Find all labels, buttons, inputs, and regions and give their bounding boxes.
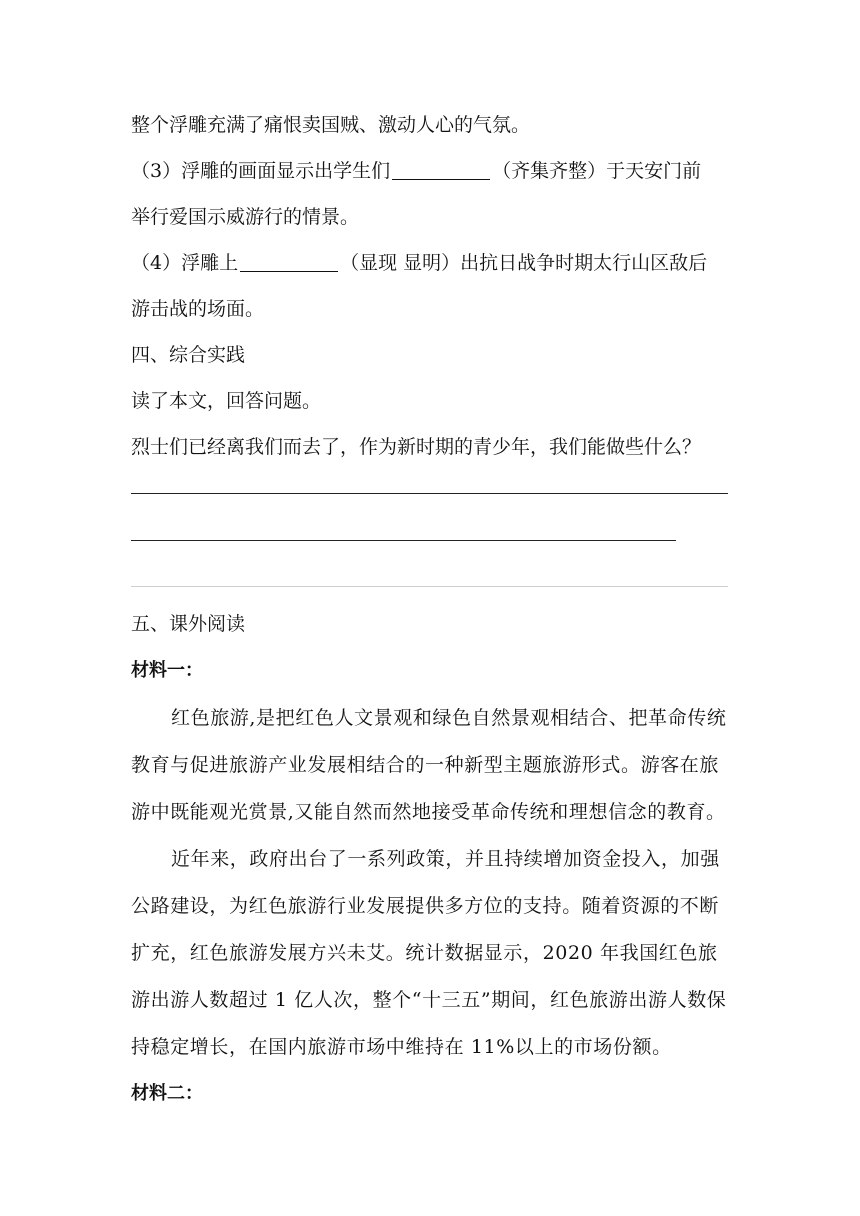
- question-4-prefix: （4）浮雕上: [131, 252, 239, 274]
- paragraph-line: 持稳定增长，在国内旅游市场中维持在 11%以上的市场份额。: [131, 1036, 672, 1058]
- paragraph-line: 红色旅游,是把红色人文景观和绿色自然景观相结合、把革命传统: [171, 707, 727, 729]
- paragraph-line: 公路建设，为红色旅游行业发展提供多方位的支持。随着资源的不断: [131, 895, 720, 917]
- paragraph-line: 游中既能观光赏景,又能自然而然地接受革命传统和理想信念的教育。: [131, 801, 726, 823]
- paragraph-line: 近年来，政府出台了一系列政策，并且持续增加资金投入，加强: [171, 848, 720, 870]
- section-4-heading: 四、综合实践: [131, 344, 246, 366]
- section-4-instruction: 读了本文，回答问题。: [131, 390, 322, 412]
- section-5-heading: 五、课外阅读: [131, 613, 246, 635]
- section-4-question: 烈士们已经离我们而去了，作为新时期的青少年，我们能做些什么？: [131, 436, 702, 458]
- answer-line-2[interactable]: [131, 540, 676, 541]
- material-2-label: 材料二：: [131, 1083, 203, 1104]
- question-4-blank[interactable]: [240, 251, 338, 272]
- answer-line-1[interactable]: [131, 493, 728, 494]
- paragraph-line: 扩充，红色旅游发展方兴未艾。统计数据显示，2020 年我国红色旅: [131, 942, 718, 964]
- text-line: 整个浮雕充满了痛恨卖国贼、激动人心的气氛。: [131, 114, 531, 136]
- paragraph-line: 教育与促进旅游产业发展相结合的一种新型主题旅游形式。游客在旅: [131, 754, 720, 776]
- material-1-label: 材料一：: [131, 660, 203, 681]
- question-3-prefix: （3）浮雕的画面显示出学生们: [131, 160, 391, 182]
- question-3-line-2: 举行爱国示威游行的情景。: [131, 206, 360, 228]
- section-divider: [131, 586, 728, 587]
- paragraph-line: 游出游人数超过 1 亿人次，整个“十三五”期间，红色旅游出游人数保: [131, 989, 727, 1011]
- question-4: [131, 250, 707, 276]
- question-4-line-2: 游击战的场面。: [131, 298, 265, 320]
- question-3: [131, 158, 701, 184]
- question-4-options: （显现 显明）出抗日战争时期太行山区敌后: [340, 252, 708, 274]
- question-3-options: （齐集齐整）于天安门前: [492, 160, 702, 182]
- question-3-blank[interactable]: [392, 159, 490, 180]
